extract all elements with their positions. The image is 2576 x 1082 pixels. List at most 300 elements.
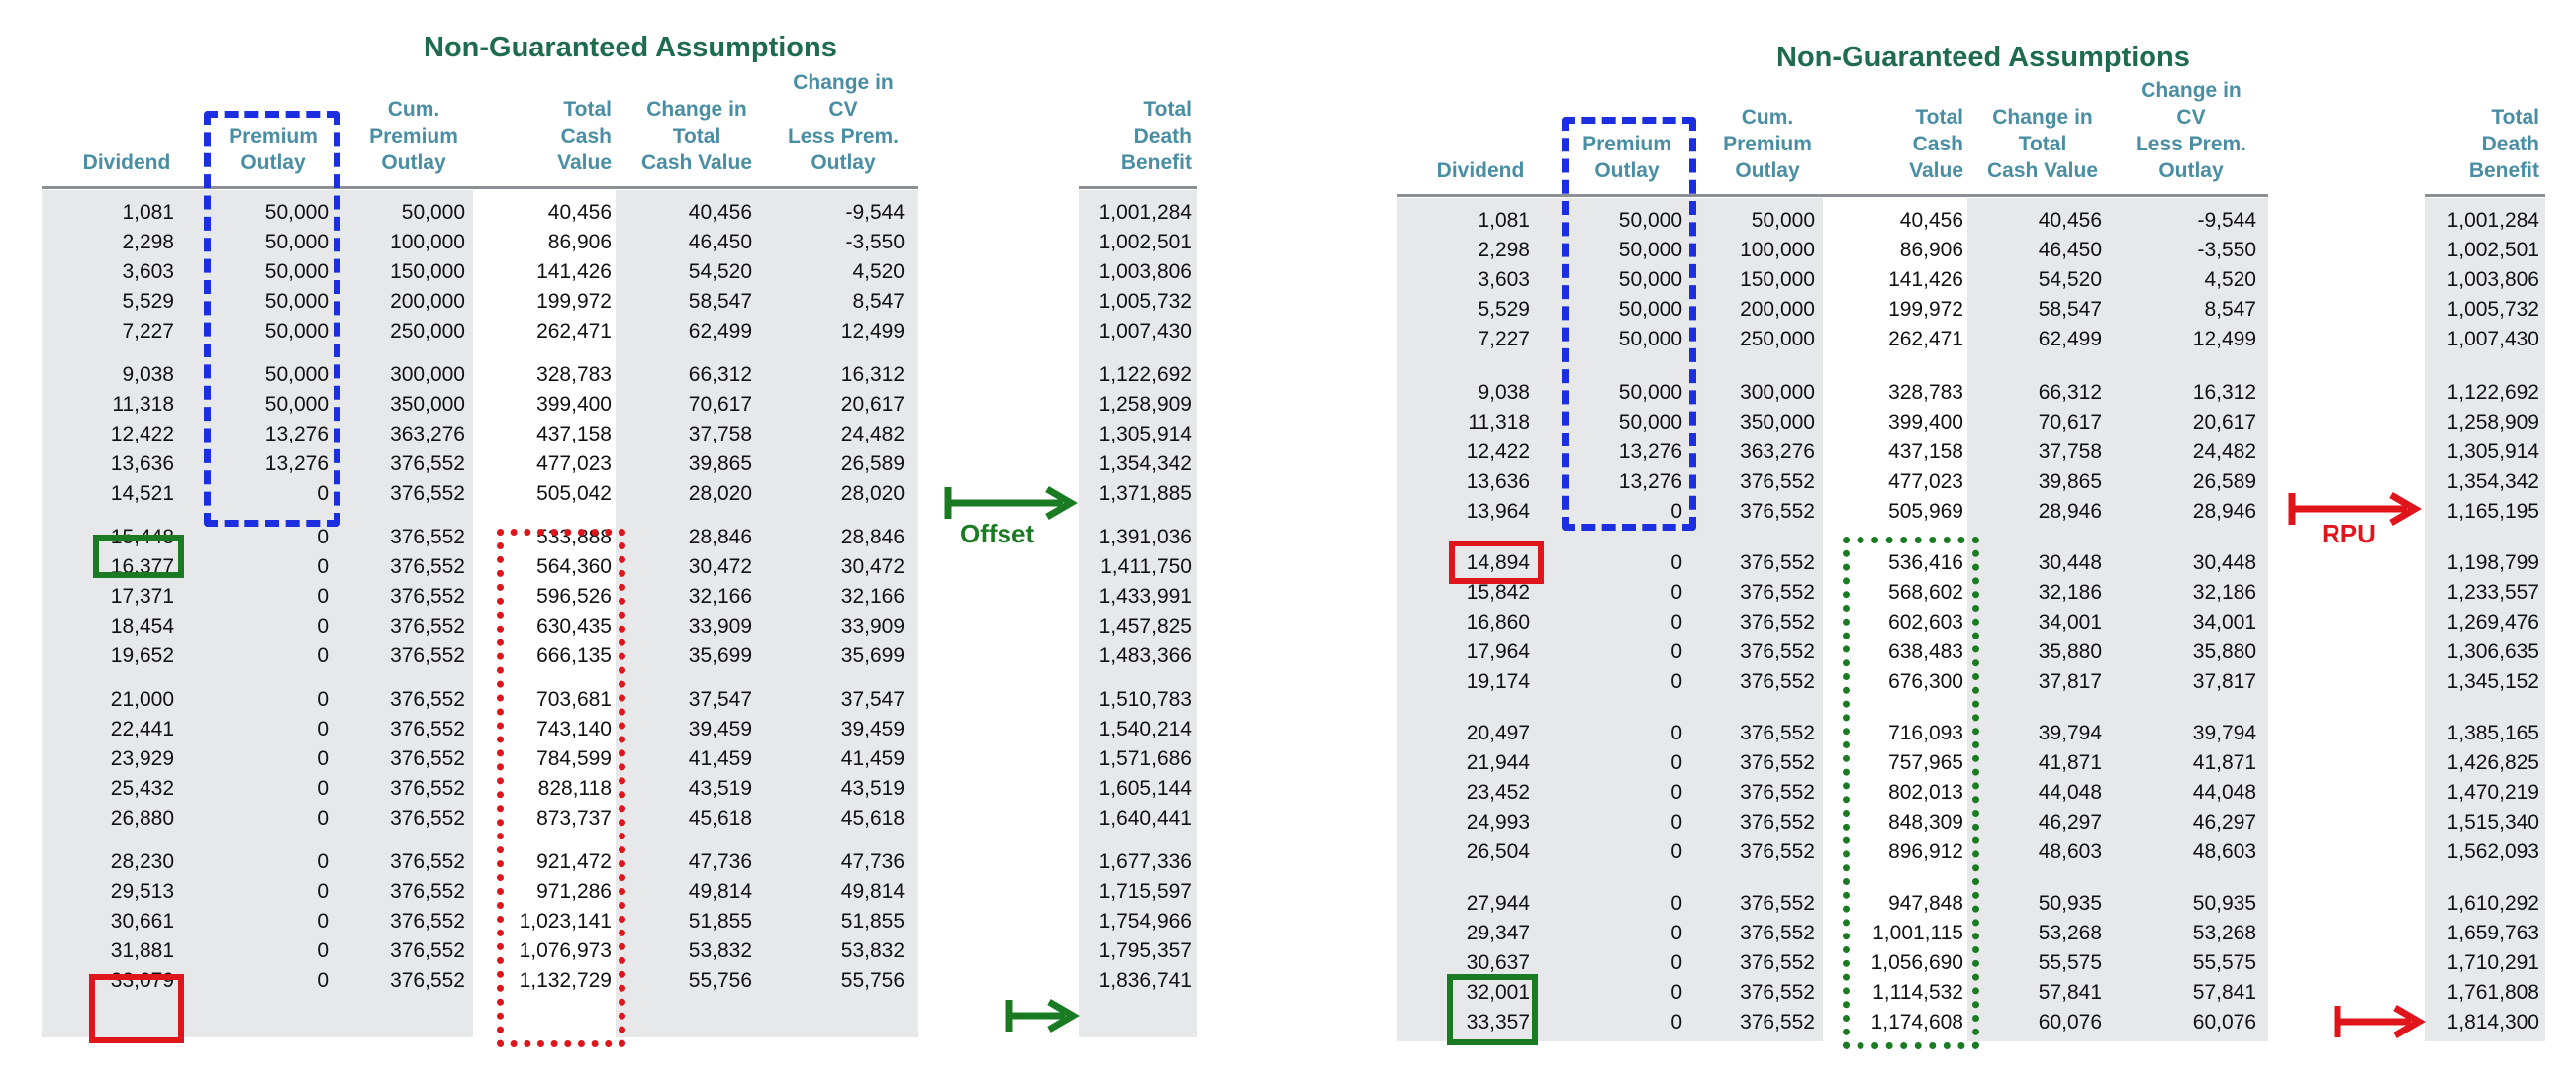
right-header-tdb-line: Total: [2491, 106, 2539, 129]
left-header-tcv-line: Total: [563, 98, 612, 121]
right-rpu-label: RPU: [2322, 519, 2376, 548]
left-cell-premium: 0: [317, 526, 329, 548]
left-cell-cvl: 41,459: [840, 747, 905, 770]
left-cell-tdb: 1,003,806: [1098, 260, 1192, 283]
right-dividend-highlight-box: [1449, 541, 1544, 584]
left-cell-tdb: 1,305,914: [1098, 423, 1192, 445]
right-cell-cvl: 53,268: [2192, 922, 2256, 944]
right-cell-cum: 200,000: [1740, 298, 1815, 321]
left-cell-cvl: 39,459: [840, 718, 905, 740]
right-cell-dividend: 32,001: [1466, 981, 1530, 1004]
right-cell-dividend: 1,081: [1478, 209, 1530, 232]
left-cell-tcv: 437,158: [536, 423, 612, 445]
right-header-dividend-line: Dividend: [1436, 159, 1525, 182]
left-cell-tdb: 1,754,966: [1098, 910, 1192, 933]
right-cell-cum: 376,552: [1740, 581, 1815, 604]
right-cell-ctcv: 34,001: [2038, 611, 2102, 634]
left-header-premium-line: Premium: [229, 125, 318, 148]
right-header-ctcv-line: Cash Value: [1986, 159, 2099, 182]
right-cell-premium: 0: [1670, 892, 1682, 915]
right-header-cum: [1693, 104, 1842, 184]
left-cell-tcv: 199,972: [536, 290, 612, 313]
right-header-tdb-line: Death: [2481, 133, 2539, 155]
right-cell-ctcv: 35,880: [2038, 640, 2102, 663]
left-cell-ctcv: 70,617: [688, 393, 752, 416]
left-cell-ctcv: 66,312: [688, 363, 752, 386]
right-cell-tdb: 1,814,300: [2446, 1011, 2539, 1033]
right-cell-tcv: 802,013: [1888, 781, 1963, 804]
left-cell-ctcv: 47,736: [688, 850, 752, 873]
left-cell-dividend: 2,298: [122, 231, 174, 253]
right-cell-premium: 50,000: [1618, 209, 1682, 232]
left-cell-cvl: 28,846: [840, 526, 905, 548]
left-cell-ctcv: 33,909: [688, 615, 752, 638]
right-cell-ctcv: 62,499: [2038, 328, 2102, 350]
right-cell-cum: 376,552: [1740, 840, 1815, 863]
right-cash-value-box: [1843, 537, 1979, 1049]
left-cell-tcv: 596,526: [536, 585, 612, 608]
right-cell-cvl: 35,880: [2192, 640, 2256, 663]
left-cell-cum: 300,000: [390, 363, 465, 386]
right-cell-ctcv: 70,617: [2038, 411, 2102, 434]
right-header-cum-line: Outlay: [1735, 159, 1800, 182]
left-cell-tdb: 1,007,430: [1098, 320, 1192, 343]
left-cell-premium: 13,276: [264, 452, 329, 475]
left-cell-ctcv: 37,758: [688, 423, 752, 445]
left-cell-tcv: 703,681: [536, 688, 612, 711]
left-cell-premium: 0: [317, 777, 329, 800]
right-cell-premium: 0: [1670, 840, 1682, 863]
right-cell-cum: 376,552: [1740, 951, 1815, 974]
left-cell-cum: 376,552: [390, 747, 465, 770]
right-cell-cum: 350,000: [1740, 411, 1815, 434]
left-header-cum-line: Premium: [369, 125, 458, 148]
right-cell-tcv: 437,158: [1888, 441, 1963, 463]
left-cell-cvl: -9,544: [845, 201, 905, 224]
right-cell-ctcv: 55,575: [2038, 951, 2102, 974]
left-cell-cum: 150,000: [390, 260, 465, 283]
right-cell-tcv: 1,056,690: [1870, 951, 1963, 974]
right-cell-cum: 376,552: [1740, 981, 1815, 1004]
left-cell-cvl: 28,020: [840, 482, 905, 505]
left-header-cum-line: Cum.: [387, 98, 440, 121]
right-header-ctcv: [1963, 104, 2122, 184]
left-cell-cum: 376,552: [390, 850, 465, 873]
left-cell-cvl: 12,499: [840, 320, 905, 343]
right-header-ctcv-line: Change in: [1992, 106, 2093, 129]
right-cell-tcv: 947,848: [1888, 892, 1963, 915]
left-cell-ctcv: 43,519: [688, 777, 752, 800]
left-cell-ctcv: 28,020: [688, 482, 752, 505]
left-cell-premium: 50,000: [264, 201, 329, 224]
right-cell-premium: 0: [1670, 611, 1682, 634]
right-cell-dividend: 24,993: [1466, 811, 1530, 834]
right-cell-cvl: 24,482: [2192, 441, 2256, 463]
left-cell-tdb: 1,433,991: [1098, 585, 1192, 608]
left-cell-tcv: 971,286: [536, 880, 612, 903]
right-cell-tdb: 1,562,093: [2446, 840, 2539, 863]
right-cell-cvl: -9,544: [2197, 209, 2256, 232]
left-header-dividend-line: Dividend: [82, 151, 171, 174]
left-cell-cum: 376,552: [390, 777, 465, 800]
right-cell-tcv: 1,174,608: [1870, 1011, 1963, 1033]
right-cell-cvl: 44,048: [2192, 781, 2256, 804]
right-header-ctcv-line: Total: [2018, 133, 2067, 155]
left-cell-dividend: 25,432: [110, 777, 174, 800]
right-cell-dividend: 29,347: [1466, 922, 1530, 944]
left-cell-tcv: 828,118: [537, 777, 612, 800]
right-cell-ctcv: 30,448: [2038, 551, 2102, 574]
left-cell-cum: 50,000: [401, 201, 465, 224]
right-cell-dividend: 23,452: [1466, 781, 1530, 804]
right-cell-tcv: 328,783: [1888, 381, 1963, 404]
right-cell-cum: 300,000: [1740, 381, 1815, 404]
right-header-tcv-line: Total: [1915, 106, 1963, 129]
left-cell-dividend: 29,513: [110, 880, 174, 903]
left-cell-cum: 200,000: [390, 290, 465, 313]
right-cell-tdb: 1,345,152: [2446, 670, 2539, 693]
right-cell-ctcv: 58,547: [2038, 298, 2102, 321]
right-header-tcv-line: Value: [1909, 159, 1963, 182]
left-cell-premium: 0: [317, 910, 329, 933]
left-cell-cum: 376,552: [390, 526, 465, 548]
left-cell-premium: 0: [317, 585, 329, 608]
right-cell-tdb: 1,003,806: [2446, 268, 2539, 291]
right-header-cvl: [2107, 77, 2275, 184]
left-cell-dividend: 19,652: [110, 644, 174, 667]
right-cell-premium: 0: [1670, 751, 1682, 774]
right-cell-tcv: 505,969: [1888, 500, 1963, 523]
right-cell-ctcv: 66,312: [2038, 381, 2102, 404]
right-cell-cum: 376,552: [1740, 551, 1815, 574]
left-cell-cum: 376,552: [390, 910, 465, 933]
left-header-tdb-line: Death: [1133, 125, 1192, 148]
right-header-cum-line: Premium: [1723, 133, 1812, 155]
left-cell-cvl: 35,699: [840, 644, 905, 667]
right-cell-premium: 0: [1670, 551, 1682, 574]
left-cell-premium: 0: [317, 688, 329, 711]
right-cell-premium: 0: [1670, 722, 1682, 744]
left-cell-ctcv: 40,456: [688, 201, 752, 224]
right-cell-cum: 376,552: [1740, 751, 1815, 774]
right-cell-ctcv: 44,048: [2038, 781, 2102, 804]
left-cell-dividend: 21,000: [110, 688, 174, 711]
left-cell-cum: 376,552: [390, 880, 465, 903]
left-cell-dividend: 22,441: [110, 718, 174, 740]
left-cell-ctcv: 35,699: [688, 644, 752, 667]
left-header-tcv-line: Value: [557, 151, 612, 174]
left-cell-dividend: 13,636: [110, 452, 174, 475]
right-cell-ctcv: 46,297: [2038, 811, 2102, 834]
left-cell-premium: 50,000: [264, 320, 329, 343]
left-cell-tdb: 1,411,750: [1100, 555, 1192, 578]
right-cell-ctcv: 39,865: [2038, 470, 2102, 493]
left-cell-dividend: 16,377: [110, 555, 174, 578]
left-cell-cvl: 43,519: [840, 777, 905, 800]
right-cell-dividend: 27,944: [1466, 892, 1530, 915]
left-cell-cvl: -3,550: [845, 231, 905, 253]
left-cell-tcv: 40,456: [547, 201, 612, 224]
left-header-tdb-line: Benefit: [1120, 151, 1192, 174]
left-cell-premium: 0: [317, 969, 329, 992]
right-premium-outlay-box: [1562, 117, 1696, 531]
right-cell-cum: 100,000: [1740, 239, 1815, 261]
left-cell-cvl: 47,736: [840, 850, 905, 873]
left-cell-dividend: 5,529: [122, 290, 174, 313]
right-cell-tcv: 896,912: [1888, 840, 1963, 863]
left-cell-tdb: 1,002,501: [1098, 231, 1192, 253]
left-cell-tdb: 1,457,825: [1098, 615, 1192, 638]
right-cell-cum: 250,000: [1740, 328, 1815, 350]
right-cell-premium: 50,000: [1618, 239, 1682, 261]
right-panel-title: Non-Guaranteed Assumptions: [1776, 42, 2190, 73]
right-cell-dividend: 3,603: [1478, 268, 1530, 291]
left-cell-cvl: 30,472: [840, 555, 905, 578]
right-cell-ctcv: 28,946: [2038, 500, 2102, 523]
left-cell-dividend: 1,081: [122, 201, 174, 224]
right-cell-tdb: 1,198,799: [2446, 551, 2539, 574]
left-header-ctcv-line: Total: [672, 125, 721, 148]
right-cell-cum: 376,552: [1740, 1011, 1815, 1033]
right-cell-cvl: 37,817: [2192, 670, 2256, 693]
left-cell-dividend: 26,880: [110, 807, 174, 830]
left-cell-ctcv: 39,459: [688, 718, 752, 740]
left-cell-premium: 50,000: [264, 363, 329, 386]
right-cell-tdb: 1,269,476: [2446, 611, 2539, 634]
left-cell-cvl: 53,832: [840, 939, 905, 962]
right-cell-dividend: 26,504: [1466, 840, 1530, 863]
left-cell-dividend: 9,038: [122, 363, 174, 386]
right-cell-dividend: 13,964: [1466, 500, 1530, 523]
left-cell-ctcv: 53,832: [688, 939, 752, 962]
left-cell-cum: 376,552: [390, 452, 465, 475]
left-cell-tcv: 1,132,729: [519, 969, 612, 992]
right-cell-tdb: 1,002,501: [2446, 239, 2539, 261]
left-cell-ctcv: 51,855: [688, 910, 752, 933]
left-cell-dividend: 11,318: [112, 393, 174, 416]
right-cell-dividend: 21,944: [1466, 751, 1530, 774]
left-header-cvl-line: Change in: [793, 71, 894, 94]
left-cell-cvl: 37,547: [840, 688, 905, 711]
left-cell-cvl: 26,589: [840, 452, 905, 475]
left-cell-ctcv: 55,756: [688, 969, 752, 992]
right-cell-cvl: 20,617: [2192, 411, 2256, 434]
left-cell-tcv: 873,737: [536, 807, 612, 830]
right-cell-tcv: 1,001,115: [1872, 922, 1963, 944]
right-cell-ctcv: 32,186: [2038, 581, 2102, 604]
right-header-premium-line: Premium: [1582, 133, 1671, 155]
left-cell-tdb: 1,510,783: [1098, 688, 1192, 711]
right-cell-tcv: 638,483: [1888, 640, 1963, 663]
left-cell-dividend: 30,661: [110, 910, 174, 933]
left-header-cvl-line: Outlay: [811, 151, 876, 174]
left-cell-premium: 0: [317, 555, 329, 578]
right-cell-cum: 376,552: [1740, 611, 1815, 634]
right-cell-premium: 0: [1670, 981, 1682, 1004]
left-cell-ctcv: 32,166: [688, 585, 752, 608]
left-cell-cum: 376,552: [390, 807, 465, 830]
left-panel-title: Non-Guaranteed Assumptions: [424, 32, 837, 63]
right-cell-tdb: 1,122,692: [2446, 381, 2539, 404]
left-cell-cum: 376,552: [390, 615, 465, 638]
left-cell-cum: 100,000: [390, 231, 465, 253]
right-cell-tcv: 86,906: [1899, 239, 1963, 261]
right-cell-cum: 50,000: [1751, 209, 1815, 232]
left-cell-premium: 50,000: [264, 231, 329, 253]
left-cell-cum: 376,552: [390, 644, 465, 667]
right-cell-tdb: 1,258,909: [2446, 411, 2539, 434]
right-cell-tcv: 477,023: [1888, 470, 1963, 493]
right-cell-cvl: 26,589: [2192, 470, 2256, 493]
left-cell-dividend: 31,881: [110, 939, 174, 962]
right-header-cvl-line: Change in: [2141, 79, 2242, 102]
right-header-cvl-line: Outlay: [2158, 159, 2224, 182]
left-cell-tcv: 666,135: [536, 644, 612, 667]
left-cell-cum: 376,552: [390, 555, 465, 578]
right-cell-cvl: 55,575: [2192, 951, 2256, 974]
left-header-cum-line: Outlay: [381, 151, 446, 174]
right-cell-premium: 0: [1670, 781, 1682, 804]
left-cell-ctcv: 39,865: [688, 452, 752, 475]
left-cell-cum: 376,552: [390, 688, 465, 711]
right-cell-cvl: -3,550: [2197, 239, 2256, 261]
left-cell-tcv: 262,471: [536, 320, 612, 343]
right-cell-cvl: 60,076: [2192, 1011, 2256, 1033]
left-cell-dividend: 12,422: [110, 423, 174, 445]
right-cell-cvl: 48,603: [2192, 840, 2256, 863]
right-cell-premium: 0: [1670, 640, 1682, 663]
right-cell-ctcv: 53,268: [2038, 922, 2102, 944]
left-cell-dividend: 15,448: [110, 526, 174, 548]
right-cell-tdb: 1,426,825: [2446, 751, 2539, 774]
right-cell-premium: 0: [1670, 1011, 1682, 1033]
left-cell-premium: 0: [317, 615, 329, 638]
right-cell-tdb: 1,610,292: [2446, 892, 2539, 915]
left-cell-premium: 13,276: [264, 423, 329, 445]
right-cell-ctcv: 57,841: [2038, 981, 2102, 1004]
right-cell-dividend: 15,842: [1466, 581, 1530, 604]
left-cell-tcv: 1,023,141: [519, 910, 612, 933]
left-cell-tdb: 1,354,342: [1098, 452, 1192, 475]
left-cell-tcv: 743,140: [536, 718, 612, 740]
left-offset-label: Offset: [960, 519, 1035, 548]
right-cell-cvl: 39,794: [2192, 722, 2256, 744]
right-cell-cvl: 50,935: [2192, 892, 2256, 915]
right-cell-dividend: 13,636: [1466, 470, 1530, 493]
right-cell-dividend: 19,174: [1466, 670, 1530, 693]
right-cell-dividend: 30,637: [1466, 951, 1530, 974]
left-cell-cum: 376,552: [390, 718, 465, 740]
right-cell-dividend: 20,497: [1466, 722, 1530, 744]
right-cell-ctcv: 40,456: [2038, 209, 2102, 232]
left-cell-cvl: 55,756: [840, 969, 905, 992]
left-cell-tdb: 1,371,885: [1098, 482, 1192, 505]
left-cell-tcv: 784,599: [536, 747, 612, 770]
left-cell-tdb: 1,001,284: [1098, 201, 1192, 224]
right-cell-tdb: 1,710,291: [2446, 951, 2539, 974]
left-cell-premium: 50,000: [264, 260, 329, 283]
left-header-tcv-line: Cash: [560, 125, 612, 148]
left-cell-cvl: 8,547: [852, 290, 905, 313]
right-cell-tdb: 1,470,219: [2446, 781, 2539, 804]
right-cell-tcv: 199,972: [1888, 298, 1963, 321]
right-cell-dividend: 7,227: [1478, 328, 1530, 350]
right-cell-tdb: 1,761,808: [2446, 981, 2539, 1004]
left-cell-tdb: 1,122,692: [1098, 363, 1192, 386]
right-cell-tcv: 141,426: [1888, 268, 1963, 291]
left-cell-tdb: 1,391,036: [1098, 526, 1192, 548]
right-cell-ctcv: 37,817: [2038, 670, 2102, 693]
right-cell-ctcv: 50,935: [2038, 892, 2102, 915]
right-cell-tcv: 676,300: [1888, 670, 1963, 693]
right-cell-cvl: 57,841: [2192, 981, 2256, 1004]
left-cell-cvl: 4,520: [852, 260, 905, 283]
right-cell-tcv: 568,602: [1888, 581, 1963, 604]
left-cell-tcv: 564,360: [536, 555, 612, 578]
left-cell-tcv: 86,906: [547, 231, 612, 253]
left-cell-tcv: 141,426: [536, 260, 612, 283]
right-cell-tdb: 1,165,195: [2446, 500, 2539, 523]
left-cell-cvl: 20,617: [840, 393, 905, 416]
right-cell-premium: 50,000: [1618, 328, 1682, 350]
left-cell-tcv: 477,023: [536, 452, 612, 475]
left-cell-tcv: 399,400: [536, 393, 612, 416]
right-cell-tdb: 1,233,557: [2446, 581, 2539, 604]
right-cell-cum: 376,552: [1740, 781, 1815, 804]
right-cell-cum: 376,552: [1740, 722, 1815, 744]
left-cell-dividend: 33,079: [110, 969, 174, 992]
right-cell-cvl: 46,297: [2192, 811, 2256, 834]
right-cell-premium: 0: [1670, 951, 1682, 974]
left-cell-cum: 376,552: [390, 939, 465, 962]
left-cell-tdb: 1,571,686: [1098, 747, 1192, 770]
left-cell-cvl: 24,482: [840, 423, 905, 445]
right-bottom-arrow-icon: [2334, 1002, 2427, 1041]
right-cell-cvl: 34,001: [2192, 611, 2256, 634]
left-cell-cvl: 49,814: [840, 880, 905, 903]
right-cell-cum: 150,000: [1740, 268, 1815, 291]
left-header-ctcv-line: Cash Value: [640, 151, 753, 174]
left-cell-tdb: 1,005,732: [1098, 290, 1192, 313]
left-cell-tdb: 1,540,214: [1098, 718, 1192, 740]
right-cell-dividend: 2,298: [1478, 239, 1530, 261]
right-cell-cum: 376,552: [1740, 500, 1815, 523]
right-cell-premium: 50,000: [1618, 381, 1682, 404]
right-cell-cum: 376,552: [1740, 470, 1815, 493]
right-cell-tdb: 1,385,165: [2446, 722, 2539, 744]
left-cell-cvl: 32,166: [840, 585, 905, 608]
left-header-ctcv-line: Change in: [646, 98, 747, 121]
right-cell-premium: 50,000: [1618, 268, 1682, 291]
right-header-tdb-line: Benefit: [2468, 159, 2539, 182]
right-header-premium-line: Outlay: [1594, 159, 1660, 182]
left-header-premium-line: Outlay: [240, 151, 306, 174]
right-header-cvl-line: Less Prem.: [2135, 133, 2247, 155]
left-cell-premium: 0: [317, 807, 329, 830]
left-cell-premium: 50,000: [264, 393, 329, 416]
right-cell-ctcv: 41,871: [2038, 751, 2102, 774]
left-cell-cum: 376,552: [390, 585, 465, 608]
right-cell-ctcv: 46,450: [2038, 239, 2102, 261]
left-cell-dividend: 14,521: [110, 482, 174, 505]
right-cell-cum: 376,552: [1740, 670, 1815, 693]
right-cell-cum: 376,552: [1740, 922, 1815, 944]
left-cell-cum: 350,000: [390, 393, 465, 416]
right-cell-premium: 0: [1670, 922, 1682, 944]
left-cell-premium: 50,000: [264, 290, 329, 313]
right-cell-cvl: 8,547: [2204, 298, 2256, 321]
left-cell-ctcv: 46,450: [688, 231, 752, 253]
